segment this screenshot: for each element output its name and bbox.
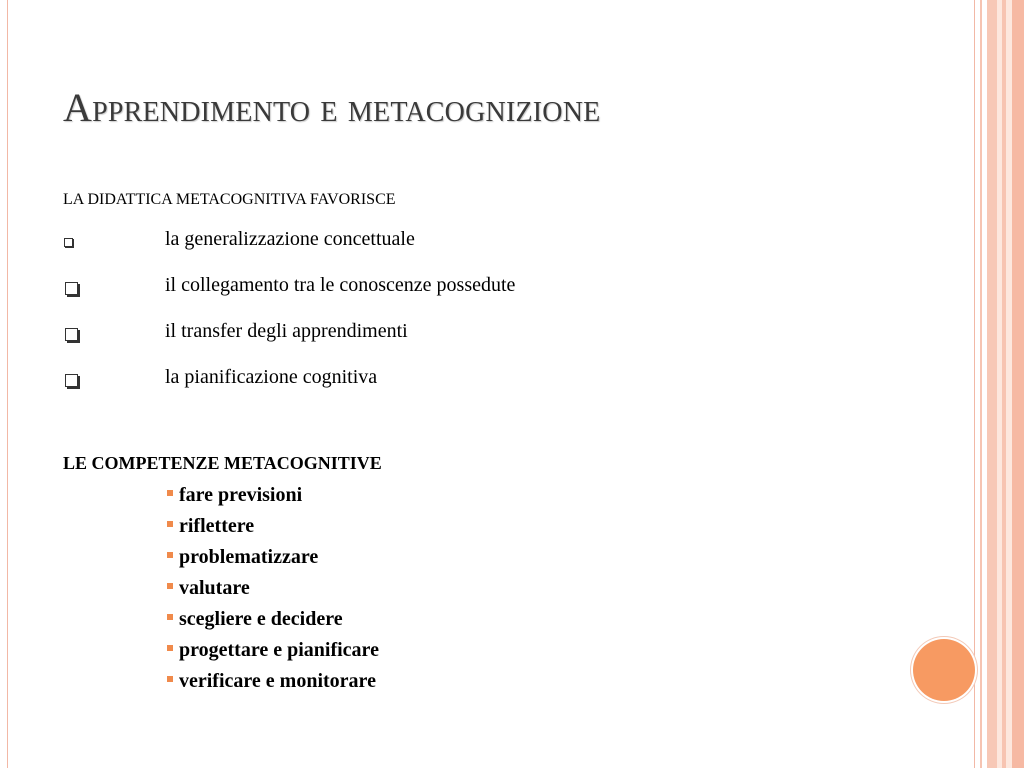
list-item-text: fare previsioni xyxy=(179,484,303,506)
list-item-text: verificare e monitorare xyxy=(179,670,376,692)
checkbox-bullet-icon xyxy=(65,374,78,387)
section-label-didattica: LA DIDATTICA METACOGNITIVA FAVORISCE xyxy=(63,191,396,208)
list-item xyxy=(167,636,379,667)
list-item-text: riflettere xyxy=(179,515,255,537)
list-item xyxy=(167,481,379,512)
list-item xyxy=(167,667,379,698)
list-item-text: problematizzare xyxy=(179,546,319,568)
square-bullet-icon xyxy=(167,676,173,682)
list-item-text: scegliere e decidere xyxy=(179,608,343,630)
list-item xyxy=(167,574,379,605)
decorative-stripes xyxy=(978,0,1024,768)
checkbox-bullet-icon xyxy=(64,238,73,247)
competenze-list xyxy=(167,481,379,698)
square-bullet-icon xyxy=(167,583,173,589)
square-bullet-icon xyxy=(167,521,173,527)
square-bullet-icon xyxy=(167,614,173,620)
decorative-circle xyxy=(913,639,975,701)
square-bullet-icon xyxy=(167,490,173,496)
list-item-text: il transfer degli apprendimenti xyxy=(165,320,408,342)
checkbox-bullet-icon xyxy=(65,282,78,295)
list-item-text: la generalizzazione concettuale xyxy=(165,228,415,250)
list-item-text: progettare e pianificare xyxy=(179,639,379,661)
section-label-competenze: LE COMPETENZE METACOGNITIVE xyxy=(63,453,382,473)
list-item-text: valutare xyxy=(179,577,250,599)
square-bullet-icon xyxy=(167,552,173,558)
list-item-text: la pianificazione cognitiva xyxy=(165,366,378,388)
list-item xyxy=(167,543,379,574)
list-item-text: il collegamento tra le conoscenze possedute xyxy=(165,274,516,296)
list-item xyxy=(167,512,379,543)
slide-title: Apprendimento e metacognizione xyxy=(63,85,601,130)
list-item xyxy=(167,605,379,636)
checkbox-bullet-icon xyxy=(65,328,78,341)
square-bullet-icon xyxy=(167,645,173,651)
